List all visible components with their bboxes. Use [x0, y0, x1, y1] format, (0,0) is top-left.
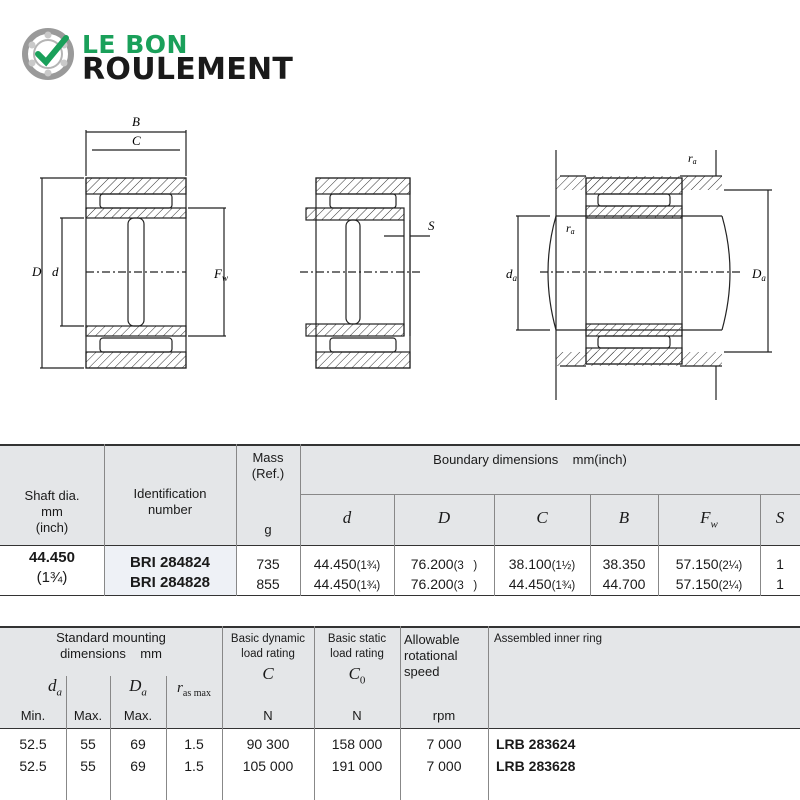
stat-unit: N	[352, 708, 362, 723]
brand-logo	[22, 26, 302, 87]
dyn-unit: N	[263, 708, 273, 723]
col-speed-header: Allowable rotational speed	[404, 632, 460, 679]
speed-row-2: 7 000	[426, 758, 462, 774]
sub-B: B	[618, 508, 630, 527]
col-stat-header: Basic static load rating	[327, 633, 387, 660]
da-max-row-1: 55	[80, 736, 96, 752]
dyn-row-1: 90 300	[246, 736, 290, 752]
d-row-1: 44.450(1¾)	[313, 556, 381, 572]
Fw-row-2: 57.150(2¼)	[675, 576, 743, 592]
label-D: D	[32, 264, 42, 279]
da-max-row-2: 55	[80, 758, 96, 774]
col-inner-header: Assembled inner ring	[494, 633, 603, 645]
sub-Fw: $F_w$	[700, 508, 718, 531]
ras-row-1: 1.5	[184, 736, 204, 752]
drawing-bearing-section	[40, 130, 226, 368]
sub-Da: $D_a$	[129, 676, 147, 699]
mass-row-2: 855	[256, 576, 280, 592]
label-B: B	[132, 114, 140, 129]
label-ra-inner: ra	[566, 221, 575, 236]
Da-max-row-2: 69	[130, 758, 146, 774]
D-row-1: 76.200(3 )	[410, 556, 478, 572]
max2-label: Max.	[123, 708, 153, 723]
dyn-row-2: 105 000	[242, 758, 294, 774]
id-row-2: BRI 284828	[129, 574, 211, 591]
mounting-table	[0, 626, 800, 800]
Da-max-row-1: 69	[130, 736, 146, 752]
sub-C: C	[536, 508, 548, 527]
bearing-check-icon	[22, 26, 76, 80]
stat-symbol: $C_0$	[348, 664, 366, 687]
d-row-2: 44.450(1¾)	[313, 576, 381, 592]
col-mass-unit: g	[264, 522, 272, 537]
sub-D: D	[437, 508, 451, 527]
dimensions-table	[0, 444, 800, 596]
col-id-header: Identification number	[133, 486, 207, 517]
brand-line2: ROULEMENT	[82, 52, 294, 87]
C-row-2: 44.450(1¾)	[508, 576, 576, 592]
min-label: Min.	[20, 708, 46, 723]
drawing-mounting	[516, 150, 772, 400]
speed-unit: rpm	[432, 708, 456, 723]
ras-row-2: 1.5	[184, 758, 204, 774]
sub-ras: $r_{as max}$	[177, 680, 211, 699]
drawing-bearing-offset	[300, 178, 430, 368]
max-label: Max.	[73, 708, 103, 723]
S-row-1: 1	[776, 556, 784, 572]
Fw-row-1: 57.150(2¼)	[675, 556, 743, 572]
shaft-inch: (1¾)	[36, 569, 68, 586]
bearing-drawings	[0, 100, 800, 440]
sub-da: $d_a$	[48, 676, 62, 699]
col-boundary-header: Boundary dimensions mm(inch)	[433, 452, 627, 467]
inner-row-2: LRB 283628	[496, 758, 576, 774]
B-row-2: 44.700	[602, 576, 646, 592]
inner-row-1: LRB 283624	[496, 736, 576, 752]
label-da: $d_a$	[506, 266, 517, 283]
D-row-2: 76.200(3 )	[410, 576, 478, 592]
shaft-mm: 44.450	[29, 549, 75, 566]
id-row-1: BRI 284824	[129, 554, 211, 571]
label-d: d	[52, 264, 59, 279]
da-min-row-2: 52.5	[19, 758, 47, 774]
C-row-1: 38.100(1½)	[508, 556, 576, 572]
brand-line1: LE BON	[82, 30, 188, 59]
sub-d: d	[342, 508, 352, 527]
label-ra-top: ra	[688, 151, 697, 166]
stat-row-2: 191 000	[331, 758, 383, 774]
label-C: C	[132, 133, 141, 148]
dyn-symbol: C	[262, 664, 274, 683]
col-mass-header: Mass (Ref.)	[251, 450, 285, 481]
col-dyn-header: Basic dynamic load rating	[230, 633, 306, 660]
speed-row-1: 7 000	[426, 736, 462, 752]
S-row-2: 1	[776, 576, 784, 592]
mass-row-1: 735	[256, 556, 280, 572]
B-row-1: 38.350	[602, 556, 646, 572]
col-mount-header: Standard mounting dimensions mm	[56, 630, 166, 661]
label-Da: $D_a$	[752, 266, 766, 283]
da-min-row-1: 52.5	[19, 736, 47, 752]
label-Fw: $F_w$	[214, 266, 228, 283]
sub-S: S	[775, 508, 785, 527]
label-S: S	[428, 218, 435, 233]
stat-row-1: 158 000	[331, 736, 383, 752]
col-shaft-header: Shaft dia. mm (inch)	[24, 488, 80, 535]
